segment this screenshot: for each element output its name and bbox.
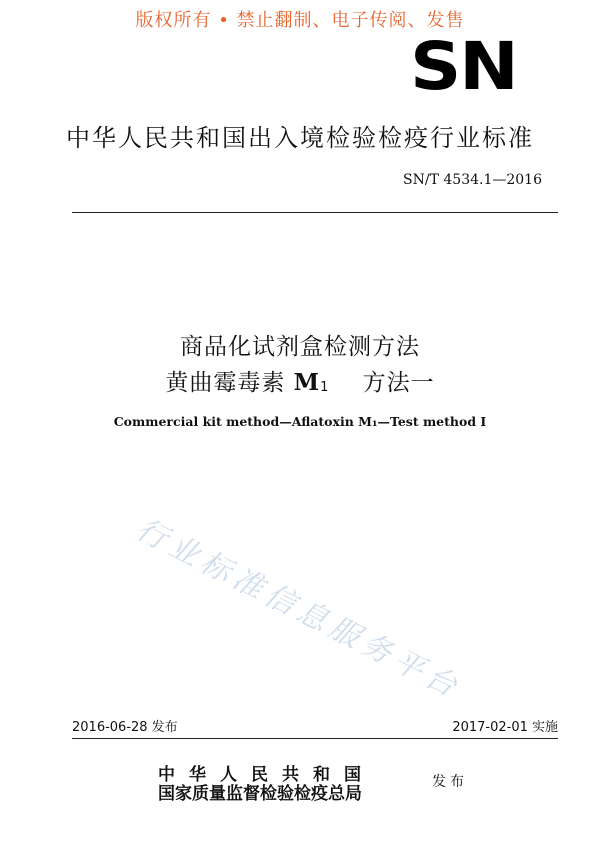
- watermark: 行业标准信息服务平台: [130, 512, 468, 707]
- copyright-notice: 版权所有 • 禁止翻制、电子传阅、发售: [135, 10, 465, 31]
- top-divider: [72, 212, 558, 213]
- document-subtitle: [0, 364, 600, 397]
- english-title: Commercial kit method—Aflatoxin M₁—Test method Ⅰ: [113, 414, 487, 429]
- subtitle-index: 1: [320, 380, 330, 395]
- subtitle-prefix: 黄曲霉毒素: [165, 370, 286, 396]
- standard-number: SN/T 4534.1—2016: [403, 172, 542, 188]
- subtitle-m: M: [293, 369, 321, 396]
- organization-title: 中华人民共和国出入境检验检疫行业标准: [66, 124, 534, 152]
- sn-logo: SN: [410, 28, 517, 105]
- issue-date: 2016-06-28 发布: [72, 720, 178, 735]
- document-title: 商品化试剂盒检测方法: [180, 334, 420, 360]
- subtitle-suffix: 方法一: [362, 370, 435, 396]
- bottom-divider: [72, 738, 558, 739]
- issuer-action: 发布: [432, 774, 468, 790]
- implementation-date: 2017-02-01 实施: [452, 720, 558, 735]
- issuer-line-1: 中华人民共和国: [158, 765, 375, 785]
- issuer-line-2: 国家质量监督检验检疫总局: [158, 784, 362, 804]
